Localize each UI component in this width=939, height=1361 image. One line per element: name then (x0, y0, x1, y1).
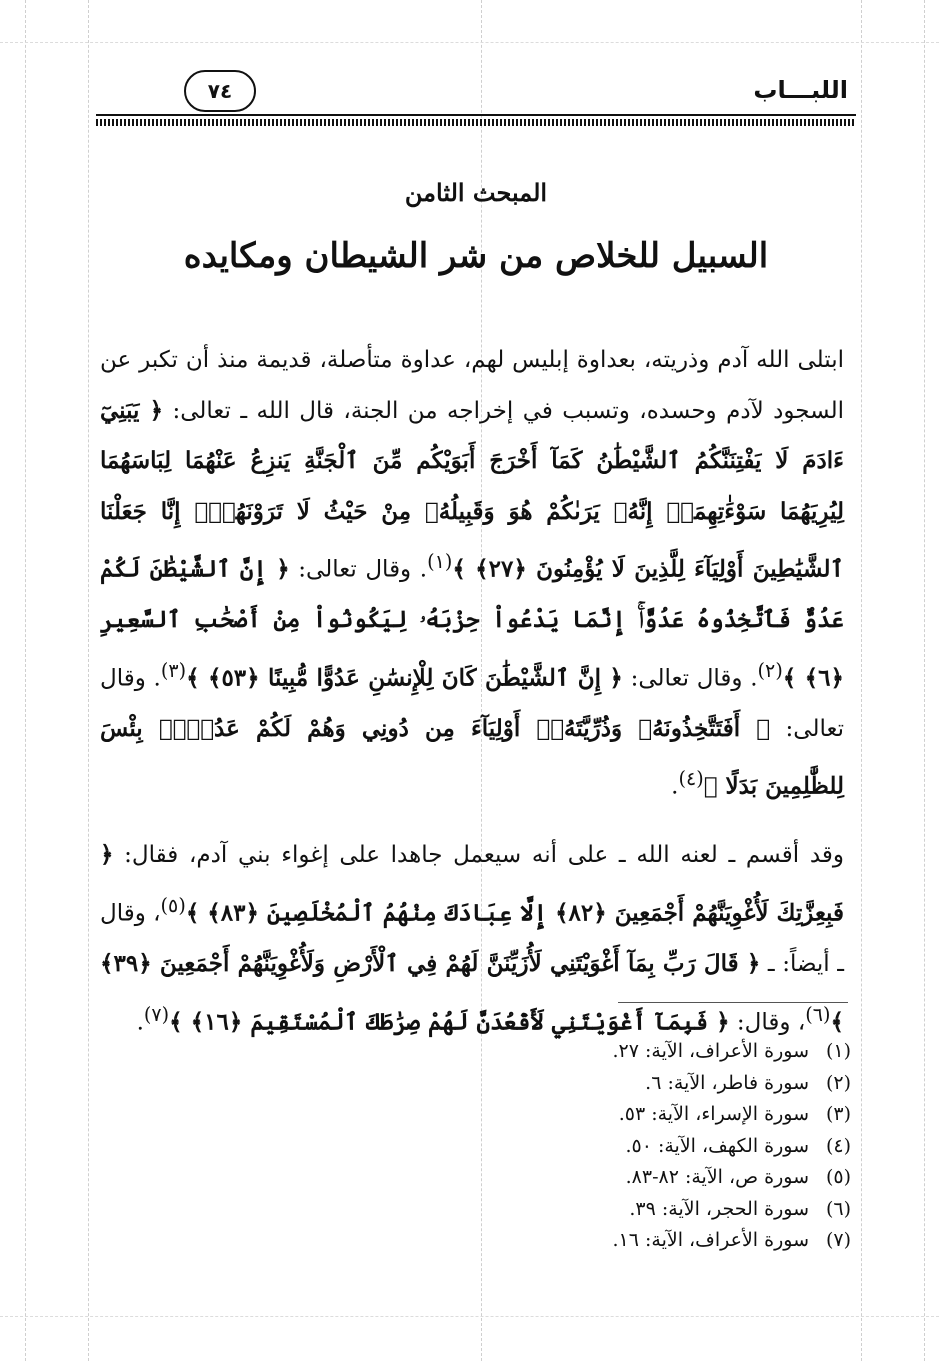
footnote-text: سورة فاطر، الآية: ٦. (645, 1071, 809, 1094)
footnote-item (613, 1068, 852, 1100)
footnote-number: (٣) (825, 1103, 851, 1125)
footnote-ref: (٥) (160, 893, 186, 917)
footnote-item (613, 1099, 852, 1131)
scan-guide-line (88, 0, 89, 1361)
footnotes-list (613, 1036, 852, 1257)
paragraph-text: . (671, 773, 679, 800)
body-text (100, 336, 844, 1048)
paragraph (100, 830, 844, 1047)
page-header (96, 68, 856, 126)
footnote-text: سورة الحجر، الآية: ٣٩. (629, 1197, 809, 1220)
paragraph-text: . وقال تعالى: (289, 556, 428, 583)
header-rule (96, 114, 856, 116)
scan-guide-line (0, 42, 939, 43)
quran-verse: ﴿ إِنَّ ٱلشَّيْطَٰنَ كَانَ لِلْإِنسَٰنِ عَدُوًّا مُّبِينًا ﴿٥٣﴾ ﴾ (186, 664, 623, 692)
footnote-number: (٤) (825, 1134, 851, 1157)
footnote-ref: (٧) (143, 1002, 170, 1026)
header-ornament-rule (96, 119, 856, 126)
quran-verse: ﴿ قَالَ رَبِّ بِمَآ أَغْوَيْتَنِي لَأُزَيِّنَنَّ لَهُمْ فِي ٱلْأَرْضِ وَلَأُغْوِيَنَّهُمْ أَجْمَعِينَ ﴿٣٩﴾ ﴾ (100, 950, 844, 1036)
quran-verse: ﴿ فَبِمَآ أَغْوَيْتَنِي لَأَقْعُدَنَّ لَهُمْ صِرَٰطَكَ ٱلْمُسْتَقِيمَ ﴿١٦﴾ ﴾ (169, 1008, 730, 1036)
footnote-item (613, 1225, 852, 1257)
footnote-text: سورة الأعراف، الآية: ١٦. (612, 1229, 809, 1251)
footnote-ref: (٣) (160, 658, 187, 682)
footnote-separator (618, 1002, 848, 1003)
footnote-text: سورة الأعراف، الآية: ٢٧. (612, 1040, 809, 1062)
footnote-number: (١) (825, 1040, 851, 1062)
chapter-title: السبيل للخلاص من شر الشيطان ومكايده (183, 236, 769, 276)
quran-verse: ﴿ إِنَّ ٱلشَّيْطَٰنَ لَكُمْ عَدُوٌّ فَٱتَّخِذُوهُ عَدُوًّاۚ إِنَّمَا يَدْعُواْ حِزْبَهُۥ لِيَكُونُواْ مِنْ أَصْحَٰبِ ٱلسَّعِيرِ ﴿٦﴾ ﴾ (100, 555, 844, 692)
quran-verse: ﴿ يَبَنِيٓ ءَادَمَ لَا يَفْتِنَنَّكُمُ ٱلشَّيْطَٰنُ كَمَآ أَخْرَجَ أَبَوَيْكُم مِّنَ ٱلْجَنَّةِ يَنزِعُ عَنْهُمَا لِبَاسَهُمَا لِيُرِيَهُمَا سَوْءَٰتِهِمَآۚ إِنَّهُۥ يَرَىٰكُمْ هُوَ وَقَبِيلُهُۥ مِنْ حَيْثُ لَا تَرَوْنَهُمْۗ إِنَّا جَعَلْنَا ٱلشَّيَٰطِينَ أَوْلِيَآءَ لِلَّذِينَ لَا يُؤْمِنُونَ ﴿٢٧﴾ ﴾ (100, 396, 845, 583)
paragraph-text: . وقال تعالى: (622, 665, 758, 692)
footnote-item (613, 1194, 852, 1226)
footnote-number: (٧) (825, 1229, 851, 1251)
footnote-number: (٥) (825, 1166, 851, 1188)
footnote-item (613, 1131, 852, 1163)
paragraph-text: ، وقال: (729, 1009, 806, 1036)
footnote-text: سورة ص، الآية: ٨٢-٨٣. (625, 1166, 809, 1188)
section-label: المبحث الثامن (404, 178, 548, 207)
footnote-ref: (٤) (678, 767, 704, 791)
footnote-ref: (٦) (805, 1002, 831, 1026)
quran-verse: ﴿ فَبِعِزَّتِكَ لَأُغْوِيَنَّهُمْ أَجْمَعِينَ ﴿٨٢﴾ إِلَّا عِبَادَكَ مِنْهُمُ ٱلْمُخْلَصِينَ ﴿٨٣﴾ ﴾ (100, 841, 844, 927)
footnote-ref: (٢) (757, 658, 783, 682)
paragraph-text: ، وقال ـ أيضاً: ـ (99, 900, 844, 978)
quran-verse: ﴿ أَفَتَتَّخِذُونَهُۥ وَذُرِّيَّتَهُۥٓ أَوْلِيَآءَ مِن دُونِي وَهُمْ لَكُمْ عَدُوٌّۚ بِئْسَ لِلظَّٰلِمِينَ بَدَلًا ﴾ (100, 714, 844, 800)
page-number: ٧٤ (184, 70, 256, 112)
scan-guide-line (25, 0, 26, 1361)
footnote-number: (٦) (825, 1197, 851, 1220)
footnote-ref: (١) (427, 550, 453, 573)
paragraph-text: وقد أقسم ـ لعنه الله ـ على أنه سيعمل جاهدا على إغواء بني آدم، فقال: (113, 842, 844, 869)
running-title: اللبـــاب (753, 76, 848, 104)
footnote-item (613, 1162, 852, 1194)
paragraph-text: . (136, 1009, 144, 1036)
paragraph-text: ابتلى الله آدم وذريته، بعداوة إبليس لهم، عداوة متأصلة، قديمة منذ أن تكبر عن السجود لآدم وحسده، وتسبب في إخراجه من الجنة، قال الله ـ تعالى: (100, 347, 845, 424)
footnote-text: سورة الكهف، الآية: ٥٠. (625, 1134, 809, 1157)
paragraph-text: . وقال تعالى: (100, 665, 844, 742)
paragraph (100, 336, 844, 812)
scan-guide-line (0, 1316, 939, 1317)
scan-guide-line (861, 0, 862, 1361)
footnote-number: (٢) (825, 1071, 851, 1094)
scan-guide-line (924, 0, 925, 1361)
footnote-text: سورة الإسراء، الآية: ٥٣. (618, 1103, 809, 1125)
footnote-item (613, 1036, 852, 1068)
